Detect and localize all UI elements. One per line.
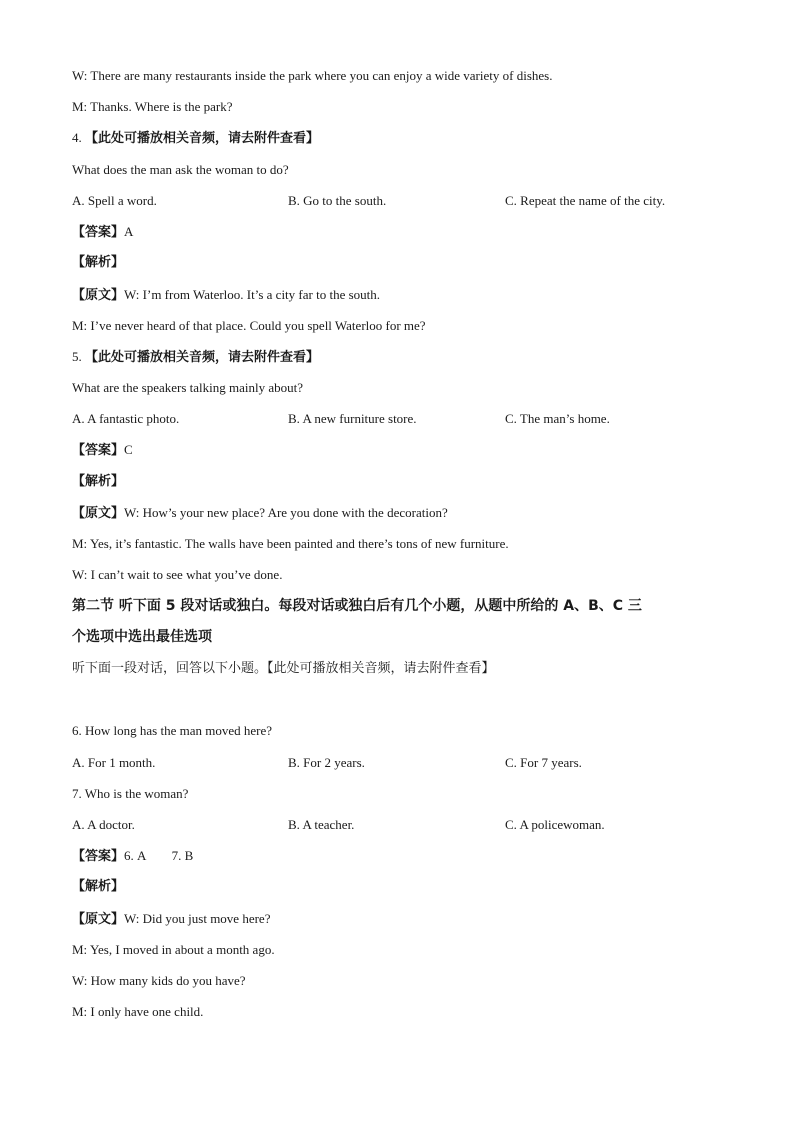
q4-answer [72,223,133,242]
answer-tag: 【答案】 [72,225,125,240]
q67-analysis-tag: 【解析】 [72,879,125,894]
q4-original [72,286,380,305]
question-5-header [72,348,319,367]
dialogue-line: M: Thanks. Where is the park? [72,99,233,114]
dialogue-line: W: How many kids do you have? [72,973,246,988]
answer-tag: 【答案】 [72,849,125,864]
answer-value: C [124,442,133,457]
dialogue-line: M: Yes, it’s fantastic. The walls have been painted and there’s tons of new furniture. [72,536,509,551]
q5-original [72,504,448,523]
q4-option-c: C. Repeat the name of the city. [505,193,666,208]
dialogue-line: W: There are many restaurants inside the park where you can enjoy a wide variety of dishes. [72,68,553,83]
audio-note: 【此处可播放相关音频，请去附件查看】 [85,350,320,365]
question-6-text: 6. How long has the man moved here? [72,723,273,738]
q4-option-b: B. Go to the south. [288,193,387,208]
q4-analysis-tag: 【解析】 [72,255,125,270]
original-tag: 【原文】 [72,506,125,521]
q5-option-b: B. A new furniture store. [288,411,417,426]
original-text: W: Did you just move here? [124,911,271,926]
audio-note: 【此处可播放相关音频，请去附件查看】 [85,131,320,146]
question-4-text: What does the man ask the woman to do? [72,162,289,177]
question-4-header [72,129,319,148]
q67-original [72,910,270,929]
answer-value: A [124,224,134,239]
question-5-text: What are the speakers talking mainly about? [72,380,304,395]
q7-option-c: C. A policewoman. [505,817,605,832]
q6-option-a: A. For 1 month. [72,755,156,770]
original-tag: 【原文】 [72,912,125,927]
q4-option-a: A. Spell a word. [72,193,157,208]
q7-option-a: A. A doctor. [72,817,135,832]
original-tag: 【原文】 [72,288,125,303]
question-number: 4. [72,130,82,145]
dialogue-line: M: I’ve never heard of that place. Could you spell Waterloo for me? [72,318,426,333]
q6-option-b: B. For 2 years. [288,755,365,770]
section-2-heading-line-2: 个选项中选出最佳选项 [72,629,212,645]
dialogue-line: W: I can’t wait to see what you’ve done. [72,567,283,582]
dialogue-line: M: Yes, I moved in about a month ago. [72,942,275,957]
question-7-text: 7. Who is the woman? [72,786,189,801]
q5-analysis-tag: 【解析】 [72,474,125,489]
q5-option-a: A. A fantastic photo. [72,411,180,426]
original-text: W: I’m from Waterloo. It’s a city far to the south. [124,287,381,302]
q5-answer [72,441,133,460]
original-text: W: How’s your new place? Are you done with the decoration? [124,505,448,520]
dialogue-line: M: I only have one child. [72,1004,204,1019]
answer-value: 6. A 7. B [124,848,194,863]
q7-option-b: B. A teacher. [288,817,355,832]
q6-option-c: C. For 7 years. [505,755,582,770]
section-2-instruction: 听下面一段对话，回答以下小题。【此处可播放相关音频，请去附件查看】 [72,661,495,676]
section-2-heading-line-1: 第二节 听下面 5 段对话或独白。每段对话或独白后有几个小题，从题中所给的 A、B、C 三 [72,598,642,614]
question-number: 5. [72,349,82,364]
q5-option-c: C. The man’s home. [505,411,610,426]
answer-tag: 【答案】 [72,443,125,458]
q67-answer [72,847,193,866]
